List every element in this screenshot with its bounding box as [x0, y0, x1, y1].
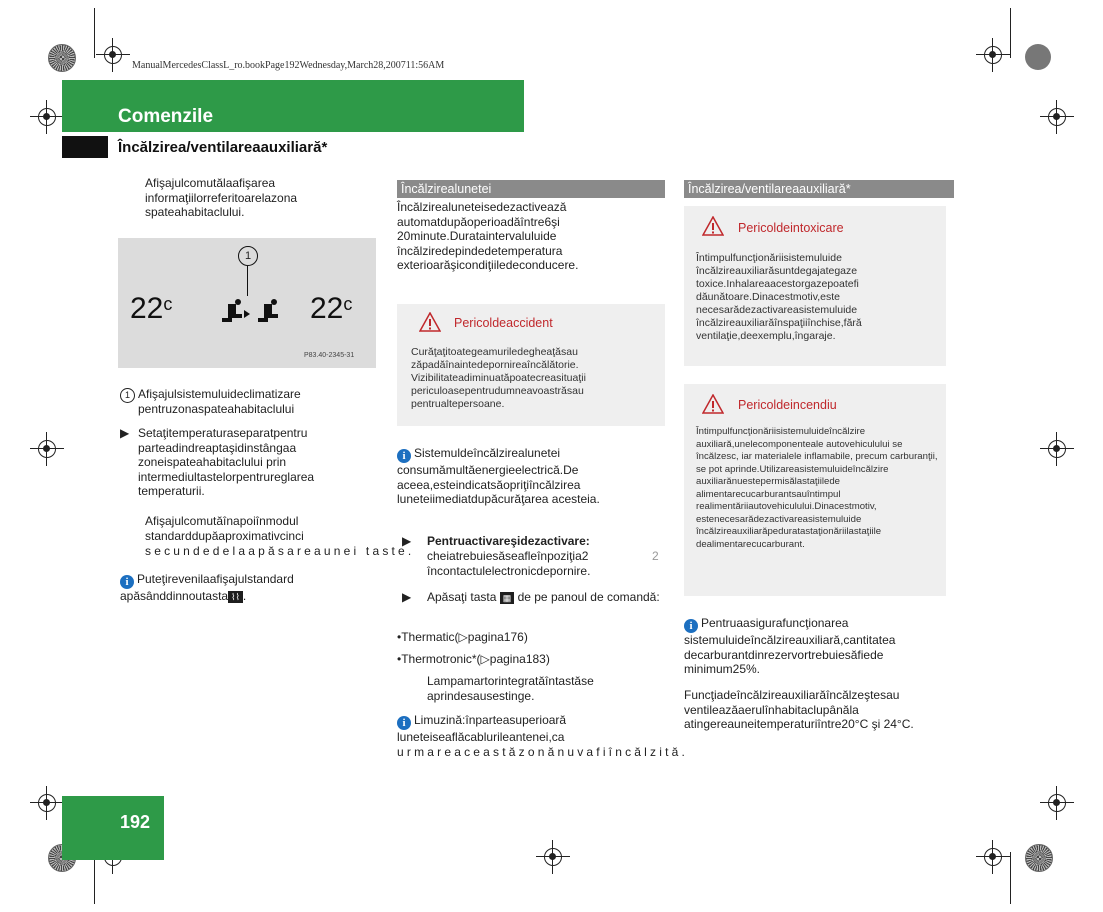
lamp-text: Lampamartorintegratăîntastăse aprindesausestinge.: [427, 674, 594, 703]
color-rosette-top-left: [48, 44, 76, 72]
right-para2: Funcţiadeîncălzireauxiliarăîncălzeştesau ventileazăaerulînhabitaclupânăla atingereauneitemperaturiîntre20°C şi 24°C.: [684, 688, 914, 731]
callout-line: [247, 266, 248, 296]
middle-para1: Încălzirealuneteisedezactivează automatdupăoperioadăîntre6şi 20minute.Durataintervaluluide încălziredepindedetemperatura exterioarăşicondiţiiledeconducere.: [397, 200, 579, 272]
registration-mark-left-middle: [30, 432, 64, 466]
intoxication-warning-text: Întimpulfuncţionăriisistemuluide încălzireauxiliarăsuntdegajategaze toxice.Inhalareaacestorgazepoatefi dăunătoare.Dinacestmotiv,este necesarădezactivareasistemuluide încălzireauxiliarăînspaţiiînchise,fără ventilaţie,deexemplu,îngaraje.: [696, 252, 862, 342]
page-subtitle: Încălzirea/ventilareaauxiliară*: [118, 139, 328, 156]
crop-mark: [1010, 852, 1011, 904]
warning-triangle-icon: [702, 216, 724, 236]
registration-mark-top-right: [976, 38, 1010, 72]
info-icon: i: [397, 449, 411, 463]
accident-warning-text: Curăţaţitoategeamuriledegheaţăsau zăpadăînaintedepornireaîncălătorie. Vizibilitateadiminuatăpoatecreasituaţii periculoasepentrudumneavoastrăsau pentrualtepersoane.: [411, 346, 586, 410]
color-rosette-bottom-right: [1025, 844, 1053, 872]
warning-triangle-icon: [702, 394, 724, 414]
option-thermotronic: •Thermotronic*(▷pagina183): [397, 652, 550, 666]
print-slug-line: ManualMercedesClassL_ro.bookPage192Wednesday,March28,200711:56AM: [132, 60, 445, 71]
middle-info1-text: Sistemuldeîncălzirealunetei consumămultăenergieelectrică.De aceea,esteindicatsăopriţiîncălzirea luneteiimediatdupăcurăţarea acesteia.: [397, 446, 600, 506]
left-intro: Afişajulcomutălaafişarea informaţiilorreferitoarelazona spateahabitaclului.: [145, 176, 298, 219]
right-column-header: Încălzirea/ventilareaauxiliară*: [684, 180, 954, 198]
fire-warning-box: [684, 384, 946, 596]
step1-title: Pentruactivareşidezactivare:: [427, 534, 590, 548]
registration-mark-bottom-right: [976, 840, 1010, 874]
accident-warning-title: Pericoldeaccident: [454, 316, 553, 330]
temperature-right: [310, 292, 352, 326]
legend-callout-1: [120, 388, 135, 403]
info-icon: i: [397, 716, 411, 730]
fire-warning-title: Pericoldeincendiu: [738, 398, 837, 412]
middle-info2-spaced: urmareaceastăzonănuvafiîncălzită.: [397, 745, 689, 759]
accident-warning-box: [397, 304, 665, 426]
color-disc-top-right: [1025, 44, 1051, 70]
temp-left-value: 22: [130, 292, 164, 325]
seat-airflow-icon: [218, 296, 282, 333]
bullet-arrow: ▶: [402, 590, 412, 604]
registration-mark-right-bottom: [1040, 786, 1074, 820]
right-info-text: Pentruaasigurafuncţionarea sistemuluideîncălzireauxiliară,cantitatea decarburantdinrezervortrebuiesăfiede minimum25%.: [684, 616, 896, 676]
registration-mark-left-bottom: [30, 786, 64, 820]
left-info-end: .: [242, 589, 247, 603]
option-thermatic: •Thermatic(▷pagina176): [397, 630, 528, 644]
left-info-text: Puteţirevenilaafişajulstandard apăsânddinnoutasta: [120, 572, 294, 603]
left-para2: Afişajulcomutăînapoiînmodul standarddupăaproximativcinci: [145, 514, 304, 543]
step1-ref: 2: [652, 549, 659, 563]
intoxication-warning-box: [684, 206, 946, 366]
step2-text: [427, 590, 667, 605]
callout-number: 1: [244, 250, 252, 262]
display-key-icon: ⌇⌇: [228, 591, 243, 603]
step2-part-a: Apăsaţi tasta: [427, 590, 497, 604]
temperature-left: [130, 292, 172, 326]
page-number: 192: [120, 812, 151, 832]
climate-display-illustration: [118, 238, 376, 368]
registration-mark-top-left: [96, 38, 130, 72]
step2-part-b: de pe panoul de comandă:: [517, 590, 660, 604]
middle-column-header: Încălzirealunetei: [397, 180, 665, 198]
illustration-code: P83.40-2345-31: [304, 352, 355, 359]
middle-info2: [397, 713, 657, 745]
temp-right-value: 22: [310, 292, 344, 325]
intoxication-warning-title: Pericoldeintoxicare: [738, 221, 844, 235]
info-icon: i: [120, 575, 134, 589]
middle-info2-text: Limuzină:înparteasuperioară luneteiseaflăcablurileantenei,ca: [397, 713, 567, 744]
warning-triangle-icon: [419, 312, 441, 332]
legend-text: Afişajulsistemuluideclimatizare pentruzonaspateahabitaclului: [138, 387, 301, 416]
bullet-arrow: ▶: [120, 426, 130, 440]
left-info-note: [120, 572, 370, 604]
registration-mark-right-middle: [1040, 432, 1074, 466]
step1-text: cheiatrebuiesăseafleînpoziţia2 încontactulelectronicdepornire.: [427, 549, 591, 578]
section-title: Comenzile: [118, 106, 214, 127]
fire-warning-text: Întimpulfuncţionăriisistemuluideîncălzire auxiliară,unelecomponenteale autovehiculului se încălzesc, iar materialele inflamabile, precum carburanţii, se pot aprinde.Utilizareasistemuluideîncălzire auxiliarănuestepermisălastaţiilede alimentarecucarburantsauîntimpul realimentăriiautovehiculului.Dinacestmotiv, estenecesarădezactivareasistemuluide încălzireauxiliarăpeduratastaţionăriilastaţiile dealimentarecucarburant.: [696, 426, 938, 550]
rear-window-heater-key-icon: ▦: [500, 592, 515, 604]
temp-right-unit: c: [343, 294, 353, 314]
temp-left-unit: c: [163, 294, 173, 314]
right-info-note: [684, 616, 946, 677]
left-para2-spaced: secundedelaapăsareaunei taste.: [145, 544, 415, 558]
legend-number: 1: [124, 390, 130, 400]
crop-mark: [94, 8, 95, 58]
registration-mark-right-top: [1040, 100, 1074, 134]
registration-mark-bottom-center: [536, 840, 570, 874]
black-tab: [62, 136, 108, 158]
bullet-arrow: ▶: [402, 534, 412, 548]
middle-info1: [397, 446, 657, 507]
left-bullet-text: Setaţitemperaturaseparatpentru parteadindreaptaşidinstângaa zoneispateahabitaclului prin intermediultastelorpentrureglarea temperaturii.: [138, 426, 315, 498]
callout-1: [238, 246, 258, 266]
registration-mark-left-top: [30, 100, 64, 134]
crop-mark: [1010, 8, 1011, 58]
info-icon: i: [684, 619, 698, 633]
